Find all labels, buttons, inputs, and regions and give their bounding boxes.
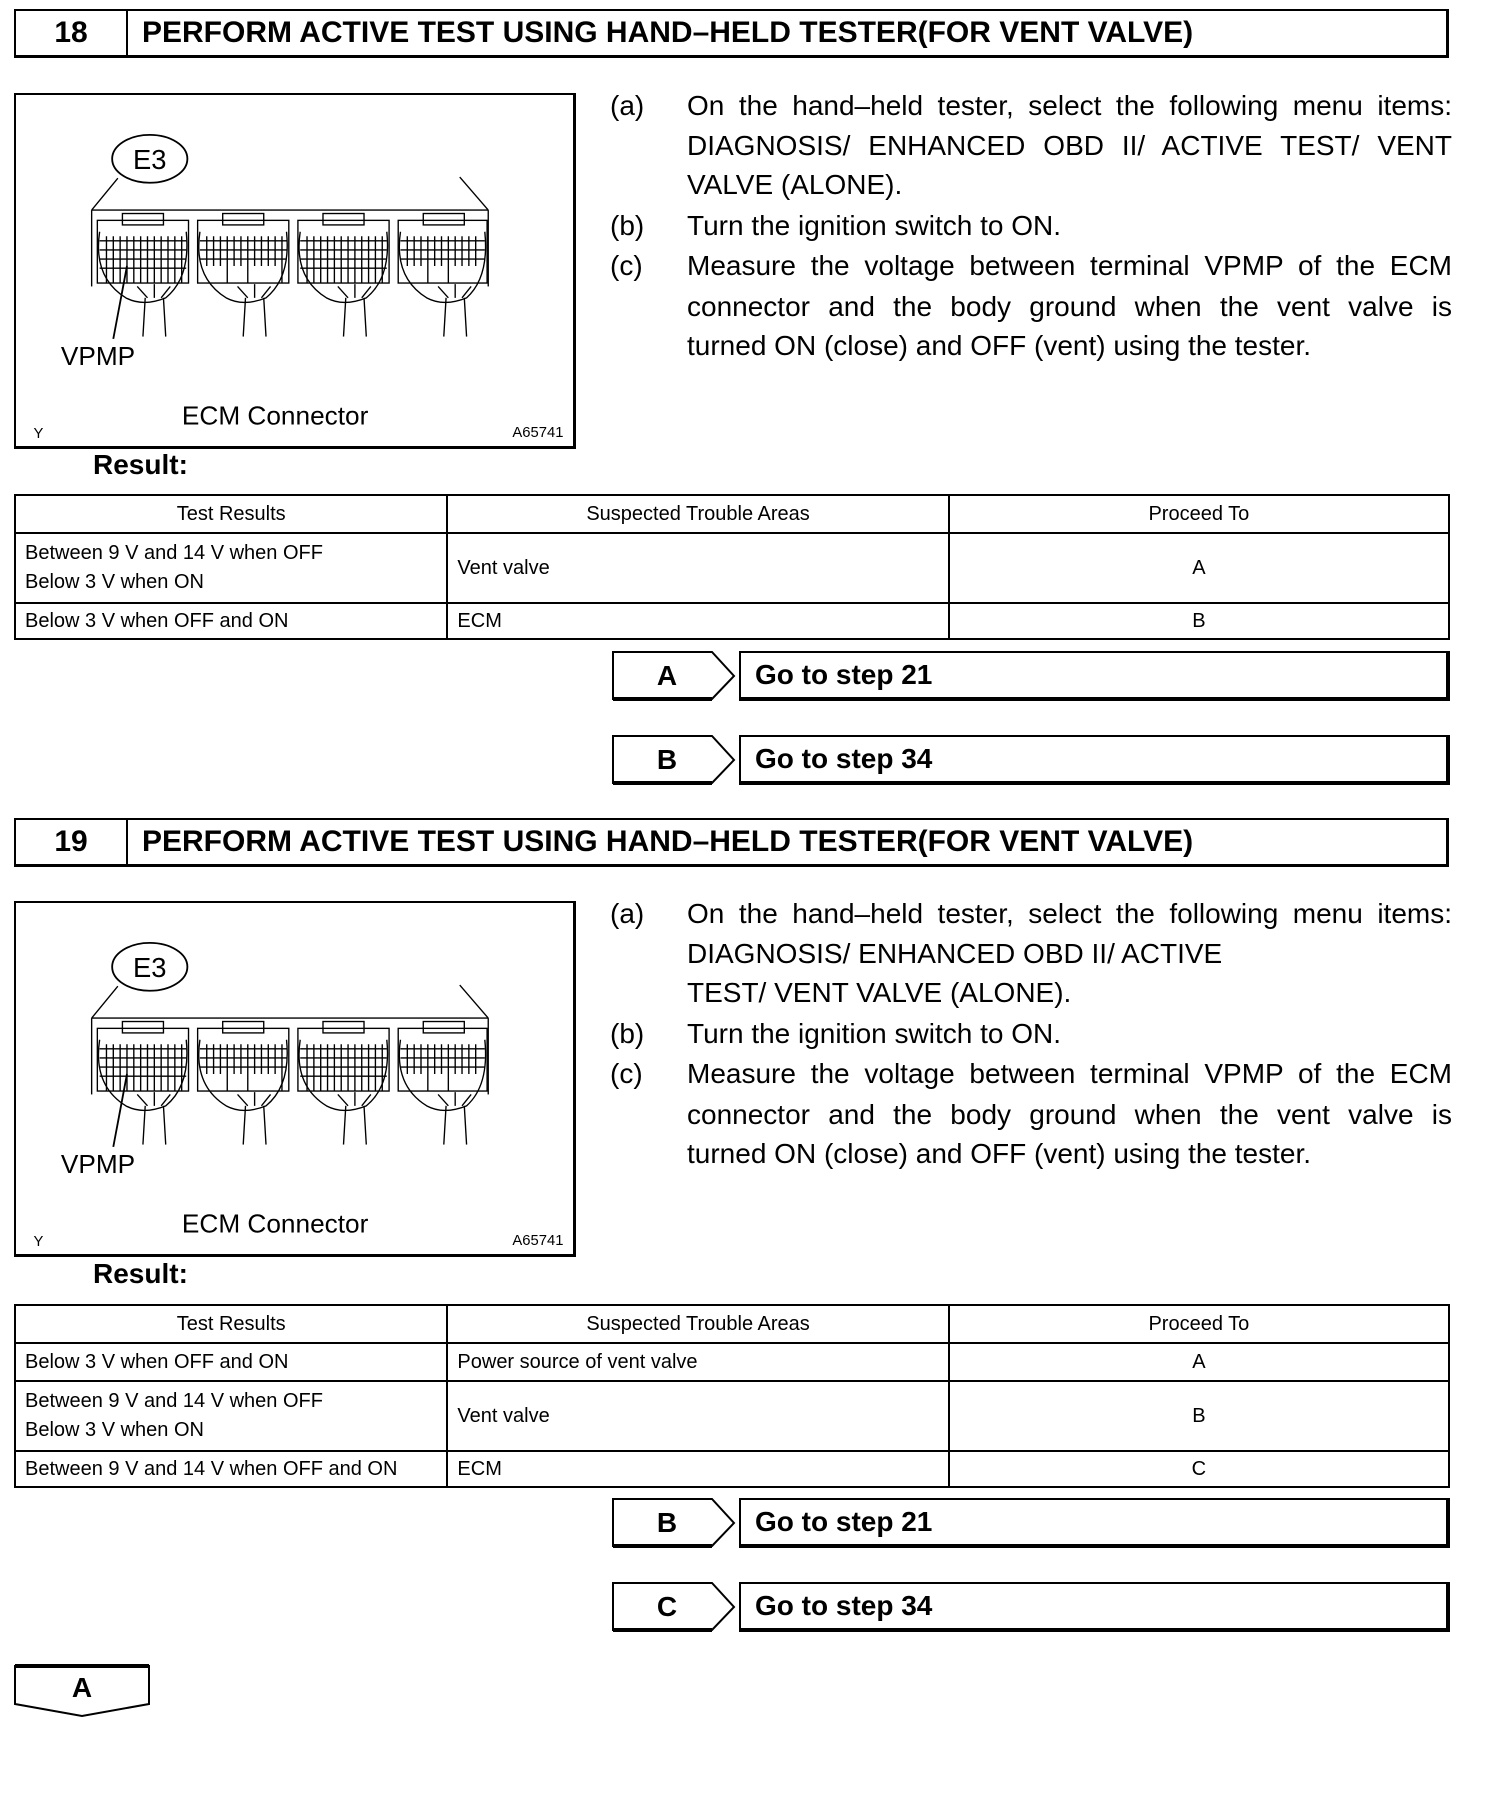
result-table [14,1304,1450,1488]
trouble-area-cell: ECM [447,1451,948,1487]
instruction-a [610,86,1452,126]
goto-a-step-21[interactable] [612,651,1450,701]
connector-module [398,214,487,337]
connector-module [97,1022,188,1145]
instruction-c [610,1054,1452,1094]
instruction-text: Turn the ignition switch to ON. [687,1018,1062,1049]
instruction-c-line [610,326,1452,366]
step-number: 19 [16,820,128,864]
instruction-text: turned ON (close) and OFF (vent) using the tester. [687,1138,1312,1169]
instruction-text: Measure the voltage between terminal VPMP of the ECM [687,250,1452,281]
goto-c-step-34[interactable] [612,1582,1450,1632]
instruction-text: On the hand–held tester, select the following menu items: [687,898,1452,929]
proceed-to-cell: B [949,603,1449,639]
connector-id-label: E3 [133,952,167,984]
column-header: Test Results [15,1305,447,1343]
instruction-label: (c) [610,250,643,281]
branch-letter: B [656,1507,678,1538]
instruction-text: Measure the voltage between terminal VPMP of the ECM [687,1058,1452,1089]
test-result-line: Below 3 V when ON [25,1419,204,1441]
connector-module [298,214,389,337]
instruction-text: Turn the ignition switch to ON. [687,210,1062,241]
table-row [15,603,1449,639]
diagram-caption: ECM Connector [181,400,369,431]
ecm-connector-diagram [14,93,576,449]
instruction-text: VALVE (ALONE). [687,169,903,200]
figure-code: A65741 [512,424,564,441]
instruction-text: DIAGNOSIS/ ENHANCED OBD II/ ACTIVE TEST/ VENT [687,130,1452,161]
test-result-cell: Below 3 V when OFF and ON [15,1343,447,1381]
test-result-line: Between 9 V and 14 V when OFF [25,1390,323,1412]
instruction-text: connector and the body ground when the vent valve is [687,1099,1452,1130]
test-result-cell [15,1381,447,1451]
marker-letter: A [71,1672,93,1703]
instruction-a-line [610,165,1452,205]
instruction-c-line [610,1095,1452,1135]
instruction-b [610,206,1452,246]
table-header-row [15,1305,1449,1343]
instruction-text: connector and the body ground when the vent valve is [687,291,1452,322]
table-row [15,1381,1449,1451]
figure-code: A65741 [512,1232,564,1249]
instruction-a-line [610,126,1452,166]
trouble-area-cell: Vent valve [447,533,948,603]
instruction-c [610,246,1452,286]
instruction-c-line [610,287,1452,327]
table-header-row [15,495,1449,533]
connector-illustration [16,903,573,1254]
trouble-area-cell: ECM [447,603,948,639]
instruction-text: DIAGNOSIS/ ENHANCED OBD II/ ACTIVE [687,938,1223,969]
proceed-to-cell: A [949,1343,1449,1381]
step-19-header [14,818,1449,867]
instruction-label: (a) [610,90,645,121]
connector-illustration [16,95,573,446]
instruction-label: (a) [610,898,645,929]
goto-link[interactable]: Go to step 21 [739,1498,1450,1548]
trouble-area-cell: Power source of vent valve [447,1343,948,1381]
branch-letter: B [656,744,678,775]
goto-b-step-34[interactable] [612,735,1450,785]
column-header: Suspected Trouble Areas [447,495,948,533]
column-header: Proceed To [949,1305,1449,1343]
goto-link[interactable]: Go to step 21 [739,651,1450,701]
connector-module [198,1022,289,1145]
column-header: Test Results [15,495,447,533]
instruction-text: turned ON (close) and OFF (vent) using the tester. [687,330,1312,361]
instruction-a [610,894,1452,934]
step-18-header [14,9,1449,58]
test-result-cell [15,533,447,603]
result-label: Result: [93,449,188,480]
corner-mark: Y [33,1234,44,1251]
instruction-c-line [610,1134,1452,1174]
branch-letter: C [656,1591,678,1622]
instruction-label: (b) [610,1018,645,1049]
trouble-area-cell: Vent valve [447,1381,948,1451]
corner-mark: Y [33,426,44,443]
result-label: Result: [93,1258,188,1289]
test-result-line: Below 3 V when ON [25,571,204,593]
test-result-line: Between 9 V and 14 V when OFF [25,542,323,564]
diagram-caption: ECM Connector [181,1208,369,1239]
instruction-label: (b) [610,210,645,241]
proceed-to-cell: B [949,1381,1449,1451]
step-number: 18 [16,11,128,55]
instruction-a-line [610,973,1452,1013]
goto-link[interactable]: Go to step 34 [739,1582,1450,1632]
table-row [15,1451,1449,1487]
connector-module [97,214,188,337]
ecm-connector-diagram [14,901,576,1257]
step-title: PERFORM ACTIVE TEST USING HAND–HELD TESTER(FOR VENT VALVE) [142,825,1194,858]
terminal-label: VPMP [60,341,136,372]
goto-link[interactable]: Go to step 34 [739,735,1450,785]
test-result-cell: Below 3 V when OFF and ON [15,603,447,639]
connector-module [398,1022,487,1145]
connector-module [198,214,289,337]
instruction-label: (c) [610,1058,643,1089]
connector-module [298,1022,389,1145]
instruction-a-line [610,934,1452,974]
proceed-to-cell: C [949,1451,1449,1487]
table-row [15,1343,1449,1381]
test-result-cell: Between 9 V and 14 V when OFF and ON [15,1451,447,1487]
step-title: PERFORM ACTIVE TEST USING HAND–HELD TESTER(FOR VENT VALVE) [142,16,1194,49]
column-header: Suspected Trouble Areas [447,1305,948,1343]
terminal-label: VPMP [60,1149,136,1180]
goto-b-step-21[interactable] [612,1498,1450,1548]
instruction-text: On the hand–held tester, select the following menu items: [687,90,1452,121]
instruction-b [610,1014,1452,1054]
connector-id-label: E3 [133,144,167,176]
result-table [14,494,1450,640]
column-header: Proceed To [949,495,1449,533]
branch-letter: A [656,660,678,691]
table-row [15,533,1449,603]
continue-marker-a[interactable] [14,1664,150,1718]
proceed-to-cell: A [949,533,1449,603]
instruction-text: TEST/ VENT VALVE (ALONE). [687,977,1072,1008]
